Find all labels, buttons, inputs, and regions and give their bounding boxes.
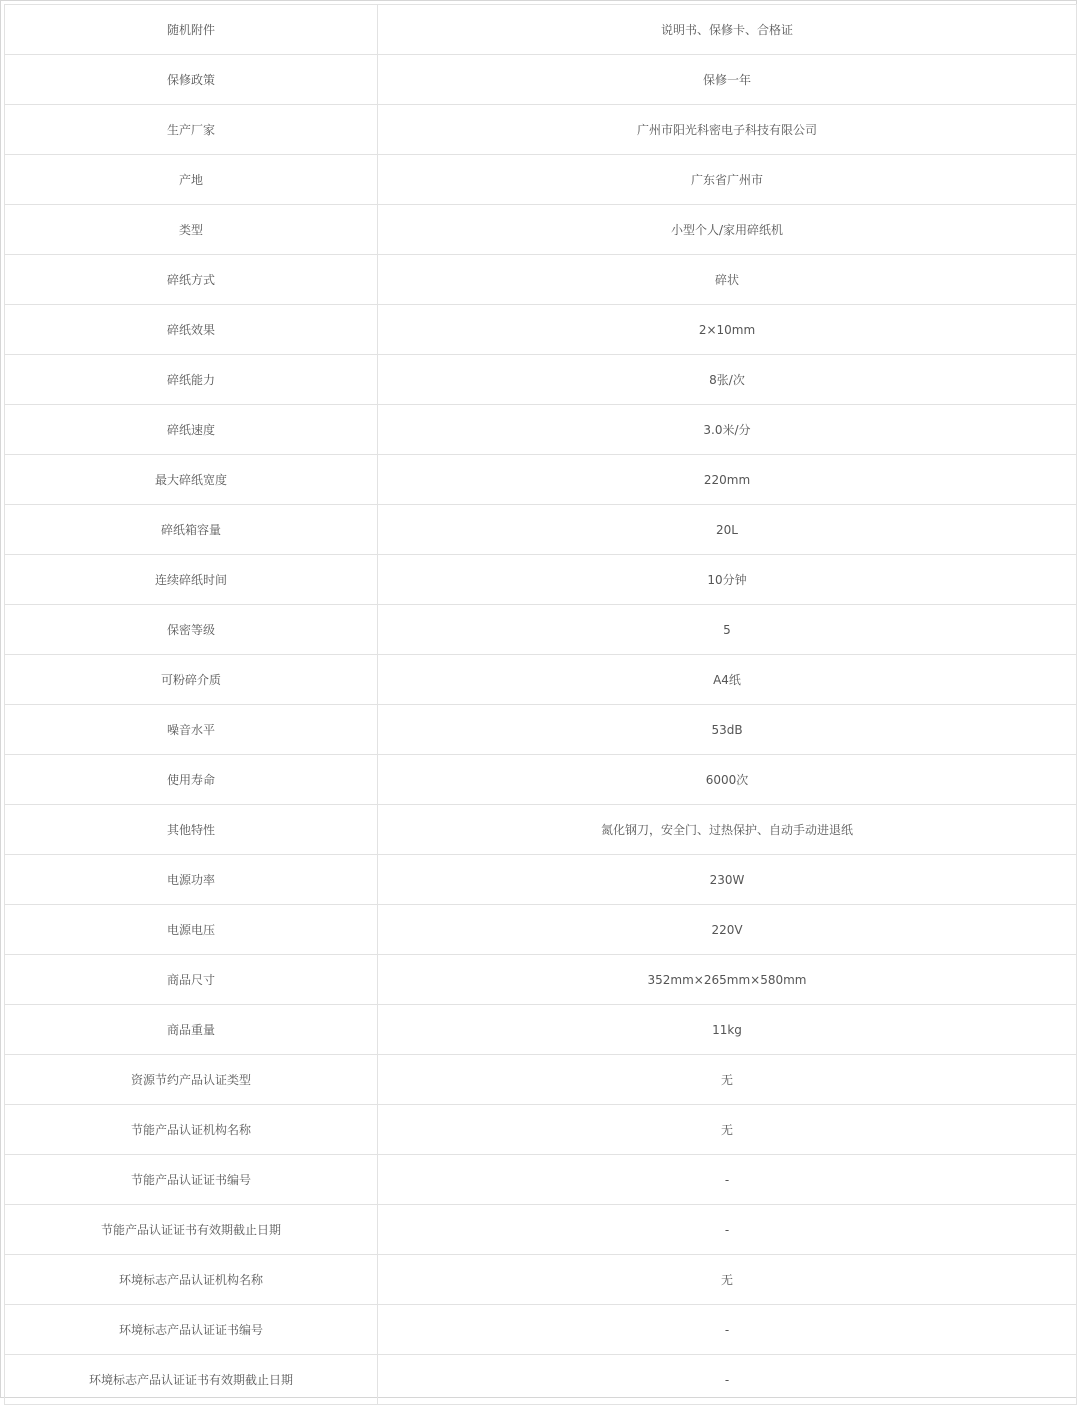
row-value: 氮化钢刀，安全门、过热保护、自动手动进退纸 bbox=[378, 805, 1077, 855]
table-row bbox=[5, 155, 1077, 205]
table-row bbox=[5, 255, 1077, 305]
row-label: 类型 bbox=[5, 205, 378, 255]
row-value: 20L bbox=[378, 505, 1077, 555]
row-value: 230W bbox=[378, 855, 1077, 905]
row-value: 说明书、保修卡、合格证 bbox=[378, 5, 1077, 55]
table-row bbox=[5, 705, 1077, 755]
table-row bbox=[5, 605, 1077, 655]
table-row bbox=[5, 655, 1077, 705]
row-label: 碎纸箱容量 bbox=[5, 505, 378, 555]
table-row bbox=[5, 905, 1077, 955]
table-row bbox=[5, 55, 1077, 105]
row-value: 广东省广州市 bbox=[378, 155, 1077, 205]
row-value: - bbox=[378, 1155, 1077, 1205]
row-value: 352mm×265mm×580mm bbox=[378, 955, 1077, 1005]
table-row bbox=[5, 1305, 1077, 1355]
row-label: 其他特性 bbox=[5, 805, 378, 855]
row-label: 连续碎纸时间 bbox=[5, 555, 378, 605]
table-row bbox=[5, 1355, 1077, 1405]
row-value: 220mm bbox=[378, 455, 1077, 505]
row-value: 53dB bbox=[378, 705, 1077, 755]
table-row bbox=[5, 5, 1077, 55]
row-value: 碎状 bbox=[378, 255, 1077, 305]
row-value: 10分钟 bbox=[378, 555, 1077, 605]
row-label: 随机附件 bbox=[5, 5, 378, 55]
row-value: 无 bbox=[378, 1105, 1077, 1155]
row-label: 节能产品认证证书有效期截止日期 bbox=[5, 1205, 378, 1255]
row-label: 节能产品认证机构名称 bbox=[5, 1105, 378, 1155]
row-label: 电源功率 bbox=[5, 855, 378, 905]
table-row bbox=[5, 1205, 1077, 1255]
row-value: 8张/次 bbox=[378, 355, 1077, 405]
table-row bbox=[5, 455, 1077, 505]
row-label: 产地 bbox=[5, 155, 378, 205]
row-label: 电源电压 bbox=[5, 905, 378, 955]
row-value: 6000次 bbox=[378, 755, 1077, 805]
row-value: 小型个人/家用碎纸机 bbox=[378, 205, 1077, 255]
row-value: - bbox=[378, 1305, 1077, 1355]
row-value: 保修一年 bbox=[378, 55, 1077, 105]
row-value: 无 bbox=[378, 1055, 1077, 1105]
table-row bbox=[5, 405, 1077, 455]
table-row bbox=[5, 205, 1077, 255]
table-row bbox=[5, 1055, 1077, 1105]
row-label: 生产厂家 bbox=[5, 105, 378, 155]
row-value: - bbox=[378, 1355, 1077, 1405]
row-value: 5 bbox=[378, 605, 1077, 655]
row-label: 可粉碎介质 bbox=[5, 655, 378, 705]
row-value: - bbox=[378, 1205, 1077, 1255]
table-row bbox=[5, 1005, 1077, 1055]
table-row bbox=[5, 755, 1077, 805]
row-value: A4纸 bbox=[378, 655, 1077, 705]
row-value: 广州市阳光科密电子科技有限公司 bbox=[378, 105, 1077, 155]
row-label: 商品尺寸 bbox=[5, 955, 378, 1005]
table-row bbox=[5, 855, 1077, 905]
row-label: 环境标志产品认证证书编号 bbox=[5, 1305, 378, 1355]
row-label: 噪音水平 bbox=[5, 705, 378, 755]
row-value: 3.0米/分 bbox=[378, 405, 1077, 455]
table-row bbox=[5, 805, 1077, 855]
row-value: 无 bbox=[378, 1255, 1077, 1305]
row-label: 环境标志产品认证机构名称 bbox=[5, 1255, 378, 1305]
row-label: 使用寿命 bbox=[5, 755, 378, 805]
row-label: 节能产品认证证书编号 bbox=[5, 1155, 378, 1205]
row-value: 11kg bbox=[378, 1005, 1077, 1055]
row-label: 环境标志产品认证证书有效期截止日期 bbox=[5, 1355, 378, 1405]
table-row bbox=[5, 355, 1077, 405]
row-label: 保修政策 bbox=[5, 55, 378, 105]
table-row bbox=[5, 305, 1077, 355]
row-label: 碎纸能力 bbox=[5, 355, 378, 405]
spec-table bbox=[4, 4, 1077, 1405]
table-row bbox=[5, 1255, 1077, 1305]
table-row bbox=[5, 1105, 1077, 1155]
row-label: 商品重量 bbox=[5, 1005, 378, 1055]
row-value: 2×10mm bbox=[378, 305, 1077, 355]
table-row bbox=[5, 505, 1077, 555]
row-label: 保密等级 bbox=[5, 605, 378, 655]
row-label: 碎纸效果 bbox=[5, 305, 378, 355]
table-row bbox=[5, 955, 1077, 1005]
table-row bbox=[5, 105, 1077, 155]
row-label: 最大碎纸宽度 bbox=[5, 455, 378, 505]
table-row bbox=[5, 555, 1077, 605]
row-label: 碎纸速度 bbox=[5, 405, 378, 455]
row-label: 资源节约产品认证类型 bbox=[5, 1055, 378, 1105]
row-value: 220V bbox=[378, 905, 1077, 955]
table-row bbox=[5, 1155, 1077, 1205]
row-label: 碎纸方式 bbox=[5, 255, 378, 305]
spec-table-body bbox=[5, 5, 1077, 1405]
